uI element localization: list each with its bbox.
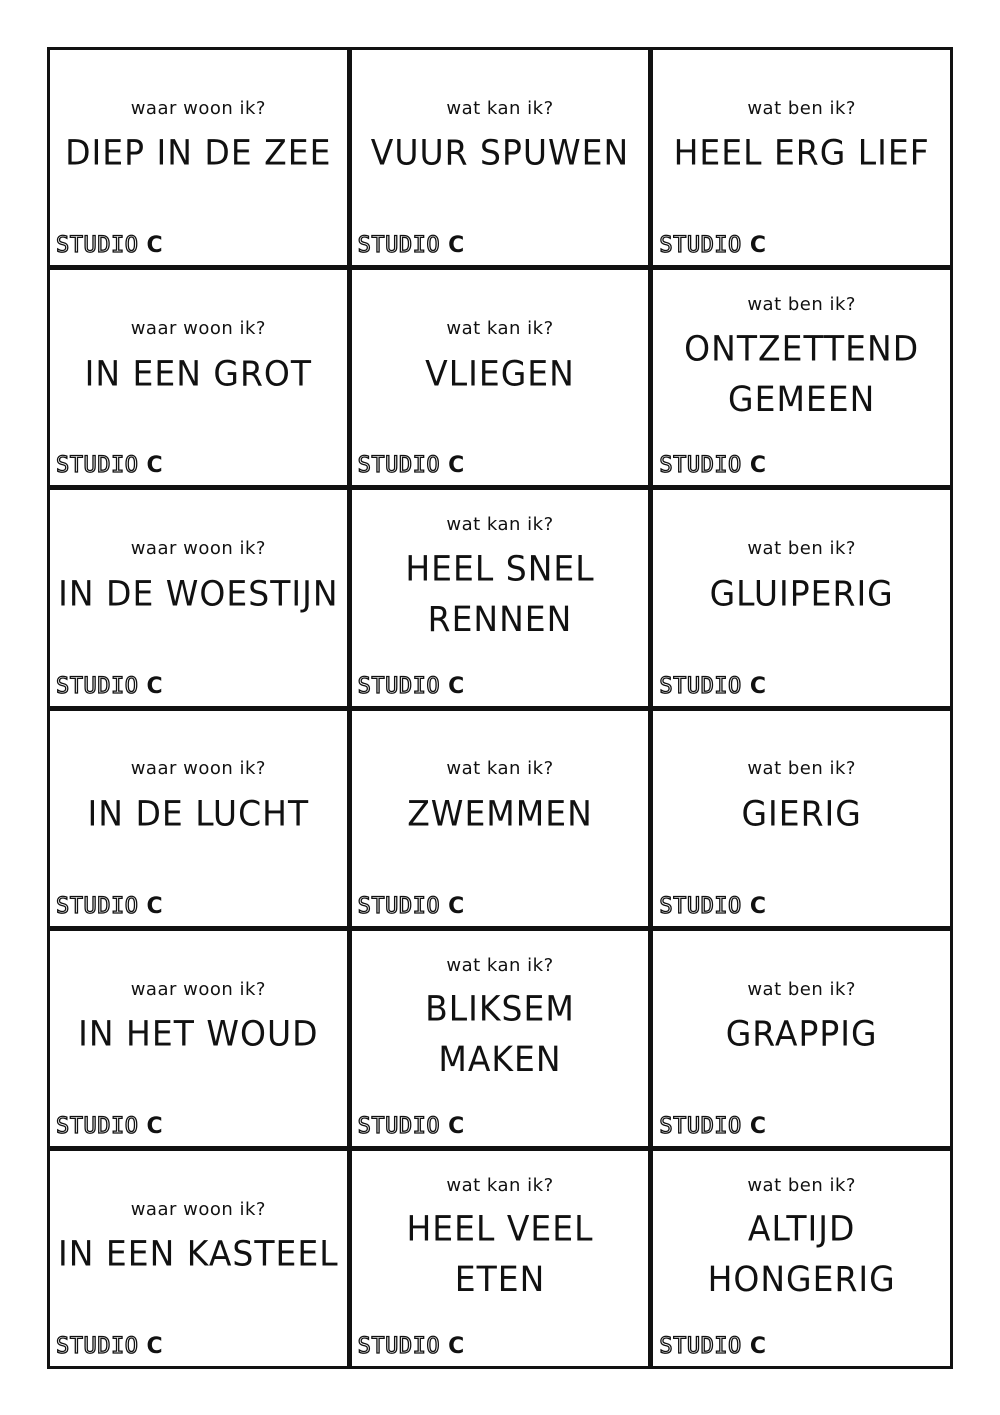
card-answer: ZWEMMEN: [407, 792, 593, 834]
studio-logo-mark: C: [448, 893, 465, 919]
card-question: wat ben ik?: [747, 1174, 856, 1196]
studio-logo-mark: C: [448, 233, 465, 259]
card-answer: GRAPPIG: [725, 1013, 878, 1055]
studio-logo-word: STUDIO: [56, 893, 139, 919]
card-question: wat ben ik?: [747, 294, 856, 316]
card-answer: IN DE WOESTIJN: [58, 572, 339, 614]
studio-c-logo: [358, 1114, 465, 1140]
card: [352, 1151, 649, 1366]
studio-logo-word: STUDIO: [56, 1113, 139, 1139]
card: [653, 270, 950, 485]
card-question: wat kan ik?: [446, 1174, 554, 1196]
card-question: wat kan ik?: [446, 514, 554, 536]
card-question: wat kan ik?: [446, 318, 554, 340]
card: [653, 50, 950, 265]
studio-c-logo: [56, 233, 163, 259]
card-question: wat ben ik?: [747, 97, 856, 119]
studio-c-logo: [659, 894, 766, 920]
card-answer: BLIKSEM MAKEN: [425, 987, 575, 1080]
card-body: [50, 270, 347, 445]
studio-logo-mark: C: [448, 453, 465, 479]
studio-logo-word: STUDIO: [659, 1113, 742, 1139]
card-sheet: [47, 47, 953, 1369]
studio-logo-mark: C: [749, 1334, 766, 1359]
studio-c-logo: [358, 894, 465, 920]
card-question: wat kan ik?: [446, 758, 554, 780]
studio-logo-mark: C: [749, 233, 766, 259]
studio-logo-word: STUDIO: [357, 1334, 441, 1359]
studio-c-logo: [56, 1114, 163, 1140]
studio-logo-word: STUDIO: [357, 453, 441, 479]
studio-logo-mark: C: [146, 673, 163, 699]
studio-logo-word: STUDIO: [659, 673, 742, 699]
studio-logo-word: STUDIO: [357, 1113, 441, 1139]
card-question: waar woon ik?: [130, 538, 266, 560]
card: [352, 711, 649, 926]
studio-c-logo: [358, 674, 465, 700]
card-answer: HEEL ERG LIEF: [673, 132, 930, 174]
studio-logo-mark: C: [146, 233, 163, 259]
card-answer: DIEP IN DE ZEE: [65, 132, 332, 174]
card-body: [653, 1151, 950, 1326]
card-body: [50, 490, 347, 665]
card: [50, 270, 347, 485]
card-answer: GIERIG: [741, 792, 862, 834]
studio-c-logo: [358, 453, 465, 479]
card-question: wat ben ik?: [747, 538, 856, 560]
card-body: [352, 1151, 649, 1326]
studio-logo-word: STUDIO: [56, 673, 139, 699]
studio-logo-mark: C: [448, 1113, 465, 1139]
card: [50, 931, 347, 1146]
studio-c-logo: [659, 674, 766, 700]
studio-logo-word: STUDIO: [659, 1334, 742, 1359]
card-body: [352, 50, 649, 225]
card-answer: IN EEN KASTEEL: [58, 1233, 339, 1275]
card: [352, 931, 649, 1146]
card-body: [653, 50, 950, 225]
card-answer: VLIEGEN: [425, 352, 575, 394]
card-answer: ALTIJD HONGERIG: [707, 1208, 896, 1300]
studio-logo-mark: C: [146, 1113, 163, 1139]
studio-logo-mark: C: [749, 893, 766, 919]
card-body: [50, 931, 347, 1106]
card-body: [653, 490, 950, 665]
card-body: [352, 931, 649, 1106]
card-answer: IN DE LUCHT: [87, 792, 310, 834]
studio-logo-mark: C: [749, 453, 766, 479]
card-question: wat kan ik?: [446, 97, 554, 119]
card: [653, 931, 950, 1146]
card: [50, 50, 347, 265]
studio-c-logo: [659, 1334, 766, 1360]
studio-c-logo: [56, 894, 163, 920]
card: [50, 1151, 347, 1366]
studio-logo-word: STUDIO: [56, 233, 139, 259]
studio-logo-mark: C: [146, 1334, 163, 1359]
studio-logo-mark: C: [448, 1334, 465, 1359]
card-body: [352, 711, 649, 886]
card-body: [352, 490, 649, 665]
studio-logo-mark: C: [146, 453, 163, 479]
card: [653, 711, 950, 926]
card-body: [653, 931, 950, 1106]
card: [50, 490, 347, 705]
card-body: [653, 270, 950, 445]
studio-logo-word: STUDIO: [659, 233, 742, 259]
studio-c-logo: [56, 453, 163, 479]
card-answer: HEEL VEEL ETEN: [406, 1208, 594, 1300]
studio-logo-word: STUDIO: [56, 1334, 139, 1359]
card-answer: GLUIPERIG: [709, 572, 894, 614]
card: [50, 711, 347, 926]
card: [352, 270, 649, 485]
studio-c-logo: [659, 453, 766, 479]
card-question: wat ben ik?: [747, 758, 856, 780]
card: [653, 490, 950, 705]
studio-logo-word: STUDIO: [357, 673, 441, 699]
card-body: [50, 711, 347, 886]
card-answer: VUUR SPUWEN: [370, 132, 630, 174]
card-body: [352, 270, 649, 445]
studio-logo-word: STUDIO: [659, 893, 742, 919]
studio-c-logo: [56, 674, 163, 700]
studio-logo-word: STUDIO: [357, 233, 441, 259]
studio-logo-word: STUDIO: [659, 453, 742, 479]
card: [352, 490, 649, 705]
studio-logo-mark: C: [146, 893, 163, 919]
card-question: waar woon ik?: [130, 758, 266, 780]
card-body: [653, 711, 950, 886]
card-answer: ONTZETTEND GEMEEN: [684, 327, 920, 419]
card-answer: IN EEN GROT: [84, 352, 313, 394]
studio-c-logo: [659, 233, 766, 259]
studio-logo-mark: C: [448, 673, 465, 699]
card-question: waar woon ik?: [130, 978, 266, 1000]
studio-logo-word: STUDIO: [357, 893, 441, 919]
card: [352, 50, 649, 265]
studio-c-logo: [56, 1334, 163, 1360]
studio-logo-mark: C: [749, 673, 766, 699]
card-question: waar woon ik?: [130, 318, 266, 340]
card-answer: IN HET WOUD: [78, 1013, 319, 1055]
card-body: [50, 50, 347, 225]
studio-logo-word: STUDIO: [56, 453, 139, 479]
card-question: waar woon ik?: [130, 97, 266, 119]
card-question: wat ben ik?: [747, 978, 856, 1000]
card-question: waar woon ik?: [130, 1198, 266, 1220]
studio-c-logo: [659, 1114, 766, 1140]
card-question: wat kan ik?: [446, 954, 554, 976]
card: [653, 1151, 950, 1366]
studio-logo-mark: C: [749, 1113, 766, 1139]
card-answer: HEEL SNEL RENNEN: [405, 547, 595, 639]
studio-c-logo: [358, 233, 465, 259]
card-body: [50, 1151, 347, 1326]
studio-c-logo: [358, 1334, 465, 1360]
